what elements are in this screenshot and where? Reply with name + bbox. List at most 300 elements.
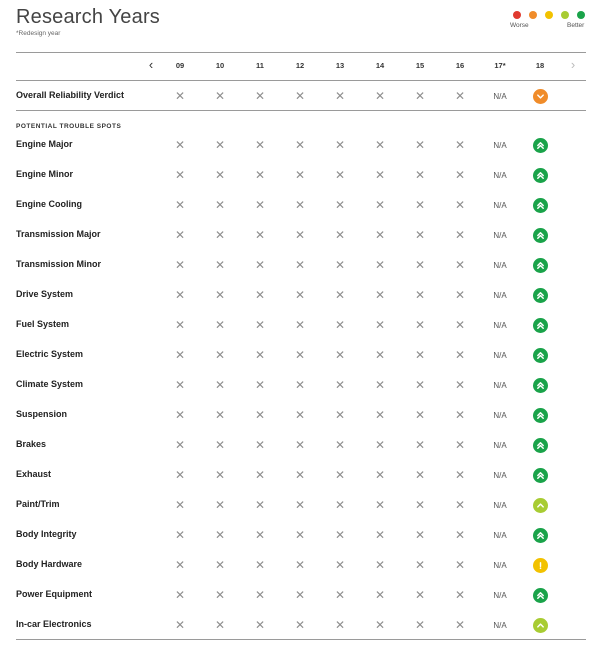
- year-header-14: 14: [375, 61, 385, 70]
- no-data-x-icon: ✕: [174, 588, 186, 602]
- no-data-cell: [205, 463, 235, 487]
- no-data-x-icon: ✕: [254, 258, 266, 272]
- no-data-cell: [205, 523, 235, 547]
- not-available-cell: [485, 493, 515, 517]
- no-data-x-icon: ✕: [254, 89, 266, 103]
- no-data-x-icon: ✕: [214, 138, 226, 152]
- no-data-x-icon: ✕: [174, 348, 186, 362]
- no-data-x-icon: ✕: [254, 288, 266, 302]
- redesign-footnote: *Redesign year: [16, 30, 61, 37]
- no-data-x-icon: ✕: [174, 498, 186, 512]
- no-data-cell: [285, 283, 315, 307]
- no-data-x-icon: ✕: [214, 288, 226, 302]
- no-data-x-icon: ✕: [414, 468, 426, 482]
- row-label: Body Integrity: [16, 529, 77, 539]
- no-data-x-icon: ✕: [214, 318, 226, 332]
- no-data-cell: [325, 493, 355, 517]
- no-data-cell: [205, 193, 235, 217]
- no-data-x-icon: ✕: [414, 558, 426, 572]
- no-data-x-icon: ✕: [174, 89, 186, 103]
- no-data-cell: [285, 463, 315, 487]
- no-data-cell: [325, 433, 355, 457]
- rating-cell: [525, 523, 555, 547]
- no-data-x-icon: ✕: [294, 558, 306, 572]
- chevron-left-icon[interactable]: ‹: [148, 57, 154, 72]
- legend-dot-worse: [529, 11, 537, 19]
- no-data-cell: [325, 163, 355, 187]
- no-data-x-icon: ✕: [174, 438, 186, 452]
- no-data-cell: [325, 313, 355, 337]
- no-data-cell: [245, 253, 275, 277]
- no-data-cell: [285, 163, 315, 187]
- no-data-cell: [285, 583, 315, 607]
- not-available-text: N/A: [493, 200, 507, 210]
- rating-cell: [525, 84, 555, 108]
- no-data-x-icon: ✕: [454, 258, 466, 272]
- rating-cell: [525, 553, 555, 577]
- no-data-cell: [205, 84, 235, 108]
- no-data-cell: [325, 613, 355, 637]
- no-data-cell: [365, 403, 395, 427]
- no-data-cell: [165, 613, 195, 637]
- no-data-cell: [405, 313, 435, 337]
- no-data-x-icon: ✕: [174, 468, 186, 482]
- no-data-x-icon: ✕: [414, 498, 426, 512]
- trouble-spot-row-transmission-minor: [16, 250, 586, 280]
- no-data-cell: [165, 283, 195, 307]
- no-data-x-icon: ✕: [294, 138, 306, 152]
- trouble-spots-heading: POTENTIAL TROUBLE SPOTS: [16, 123, 122, 130]
- no-data-cell: [165, 433, 195, 457]
- no-data-cell: [365, 493, 395, 517]
- no-data-cell: [405, 463, 435, 487]
- no-data-cell: [205, 433, 235, 457]
- rating-cell: [525, 583, 555, 607]
- no-data-x-icon: ✕: [334, 198, 346, 212]
- no-data-x-icon: ✕: [174, 618, 186, 632]
- no-data-x-icon: ✕: [214, 528, 226, 542]
- no-data-cell: [165, 253, 195, 277]
- no-data-x-icon: ✕: [454, 138, 466, 152]
- no-data-cell: [165, 493, 195, 517]
- no-data-x-icon: ✕: [214, 498, 226, 512]
- no-data-cell: [325, 223, 355, 247]
- no-data-x-icon: ✕: [214, 588, 226, 602]
- no-data-cell: [285, 373, 315, 397]
- no-data-cell: [365, 553, 395, 577]
- no-data-cell: [365, 283, 395, 307]
- not-available-text: N/A: [493, 170, 507, 180]
- not-available-cell: [485, 463, 515, 487]
- no-data-x-icon: ✕: [334, 498, 346, 512]
- no-data-cell: [205, 553, 235, 577]
- no-data-cell: [405, 343, 435, 367]
- row-label: Engine Minor: [16, 169, 73, 179]
- rating-much-better-icon[interactable]: [533, 318, 548, 333]
- no-data-x-icon: ✕: [374, 378, 386, 392]
- no-data-cell: [245, 583, 275, 607]
- no-data-x-icon: ✕: [334, 618, 346, 632]
- year-header: [16, 54, 586, 78]
- no-data-cell: [245, 613, 275, 637]
- trouble-spot-row-power-equipment: [16, 580, 586, 610]
- rating-cell: [525, 163, 555, 187]
- no-data-cell: [285, 84, 315, 108]
- no-data-x-icon: ✕: [374, 318, 386, 332]
- no-data-cell: [165, 163, 195, 187]
- no-data-x-icon: ✕: [214, 228, 226, 242]
- not-available-text: N/A: [493, 320, 507, 330]
- no-data-x-icon: ✕: [454, 438, 466, 452]
- no-data-x-icon: ✕: [174, 138, 186, 152]
- rating-much-better-icon[interactable]: [533, 288, 548, 303]
- year-header-13: 13: [335, 61, 345, 70]
- not-available-cell: [485, 343, 515, 367]
- no-data-cell: [445, 553, 475, 577]
- rating-much-better-icon[interactable]: [533, 438, 548, 453]
- not-available-text: N/A: [493, 380, 507, 390]
- no-data-x-icon: ✕: [214, 348, 226, 362]
- no-data-cell: [205, 373, 235, 397]
- rating-better-icon[interactable]: [533, 498, 548, 513]
- row-label: Engine Major: [16, 139, 73, 149]
- not-available-cell: [485, 223, 515, 247]
- no-data-cell: [205, 133, 235, 157]
- row-label: Transmission Minor: [16, 259, 102, 269]
- no-data-x-icon: ✕: [374, 168, 386, 182]
- row-label: Overall Reliability Verdict: [16, 90, 125, 100]
- no-data-x-icon: ✕: [254, 318, 266, 332]
- no-data-x-icon: ✕: [374, 558, 386, 572]
- no-data-cell: [405, 373, 435, 397]
- no-data-x-icon: ✕: [454, 228, 466, 242]
- rating-much-better-icon[interactable]: [533, 378, 548, 393]
- row-label: Brakes: [16, 439, 47, 449]
- no-data-cell: [285, 253, 315, 277]
- no-data-x-icon: ✕: [414, 408, 426, 422]
- no-data-cell: [405, 163, 435, 187]
- no-data-cell: [245, 313, 275, 337]
- no-data-x-icon: ✕: [374, 288, 386, 302]
- row-label: Drive System: [16, 289, 74, 299]
- not-available-cell: [485, 613, 515, 637]
- rating-much-better-icon[interactable]: [533, 168, 548, 183]
- no-data-x-icon: ✕: [254, 528, 266, 542]
- no-data-cell: [405, 523, 435, 547]
- no-data-cell: [445, 133, 475, 157]
- no-data-cell: [445, 223, 475, 247]
- no-data-x-icon: ✕: [294, 348, 306, 362]
- rating-much-better-icon[interactable]: [533, 348, 548, 363]
- no-data-x-icon: ✕: [454, 288, 466, 302]
- no-data-cell: [245, 493, 275, 517]
- row-label: Exhaust: [16, 469, 52, 479]
- no-data-cell: [165, 553, 195, 577]
- no-data-x-icon: ✕: [254, 588, 266, 602]
- no-data-cell: [285, 313, 315, 337]
- no-data-cell: [285, 403, 315, 427]
- no-data-cell: [165, 343, 195, 367]
- no-data-x-icon: ✕: [454, 348, 466, 362]
- year-header-15: 15: [415, 61, 425, 70]
- no-data-x-icon: ✕: [214, 468, 226, 482]
- not-available-text: N/A: [493, 470, 507, 480]
- no-data-cell: [365, 193, 395, 217]
- rating-cell: [525, 433, 555, 457]
- no-data-x-icon: ✕: [374, 89, 386, 103]
- page-title: Research Years: [16, 6, 161, 28]
- no-data-x-icon: ✕: [214, 89, 226, 103]
- trouble-spot-row-brakes: [16, 430, 586, 460]
- no-data-cell: [285, 523, 315, 547]
- no-data-x-icon: ✕: [254, 168, 266, 182]
- no-data-cell: [445, 343, 475, 367]
- row-label: In-car Electronics: [16, 619, 92, 629]
- no-data-cell: [245, 403, 275, 427]
- rating-much-better-icon[interactable]: [533, 198, 548, 213]
- no-data-x-icon: ✕: [334, 468, 346, 482]
- no-data-x-icon: ✕: [374, 228, 386, 242]
- no-data-cell: [445, 313, 475, 337]
- rating-much-better-icon[interactable]: [533, 258, 548, 273]
- no-data-cell: [405, 84, 435, 108]
- no-data-x-icon: ✕: [174, 528, 186, 542]
- legend-dot-much-better: [577, 11, 585, 19]
- no-data-cell: [285, 553, 315, 577]
- no-data-x-icon: ✕: [414, 258, 426, 272]
- no-data-cell: [405, 253, 435, 277]
- row-label: Climate System: [16, 379, 84, 389]
- no-data-x-icon: ✕: [374, 618, 386, 632]
- not-available-cell: [485, 523, 515, 547]
- trouble-spot-row-engine-minor: [16, 160, 586, 190]
- no-data-cell: [405, 553, 435, 577]
- no-data-x-icon: ✕: [174, 408, 186, 422]
- no-data-x-icon: ✕: [454, 618, 466, 632]
- no-data-cell: [205, 163, 235, 187]
- row-label: Suspension: [16, 409, 68, 419]
- no-data-x-icon: ✕: [294, 318, 306, 332]
- no-data-x-icon: ✕: [294, 438, 306, 452]
- no-data-x-icon: ✕: [254, 228, 266, 242]
- no-data-x-icon: ✕: [294, 258, 306, 272]
- rating-average-icon[interactable]: [533, 558, 548, 573]
- legend-worse-label: Worse: [510, 22, 529, 29]
- not-available-text: N/A: [493, 500, 507, 510]
- rating-cell: [525, 223, 555, 247]
- rating-much-better-icon[interactable]: [533, 588, 548, 603]
- no-data-cell: [325, 403, 355, 427]
- no-data-x-icon: ✕: [334, 138, 346, 152]
- no-data-cell: [445, 583, 475, 607]
- no-data-cell: [205, 253, 235, 277]
- no-data-cell: [205, 493, 235, 517]
- no-data-x-icon: ✕: [294, 408, 306, 422]
- no-data-cell: [365, 84, 395, 108]
- no-data-x-icon: ✕: [214, 168, 226, 182]
- trouble-spot-row-suspension: [16, 400, 586, 430]
- no-data-cell: [245, 373, 275, 397]
- no-data-x-icon: ✕: [454, 408, 466, 422]
- no-data-cell: [325, 253, 355, 277]
- no-data-cell: [445, 613, 475, 637]
- no-data-x-icon: ✕: [174, 258, 186, 272]
- no-data-x-icon: ✕: [414, 378, 426, 392]
- no-data-x-icon: ✕: [454, 168, 466, 182]
- no-data-x-icon: ✕: [454, 378, 466, 392]
- no-data-cell: [365, 313, 395, 337]
- not-available-text: N/A: [493, 260, 507, 270]
- no-data-cell: [445, 493, 475, 517]
- no-data-cell: [285, 343, 315, 367]
- no-data-cell: [165, 373, 195, 397]
- no-data-x-icon: ✕: [294, 468, 306, 482]
- no-data-x-icon: ✕: [294, 618, 306, 632]
- no-data-x-icon: ✕: [414, 348, 426, 362]
- no-data-x-icon: ✕: [374, 348, 386, 362]
- not-available-cell: [485, 583, 515, 607]
- no-data-x-icon: ✕: [414, 528, 426, 542]
- no-data-cell: [325, 523, 355, 547]
- no-data-x-icon: ✕: [294, 498, 306, 512]
- no-data-cell: [285, 493, 315, 517]
- rating-cell: [525, 313, 555, 337]
- no-data-x-icon: ✕: [254, 618, 266, 632]
- no-data-x-icon: ✕: [254, 198, 266, 212]
- rating-much-better-icon[interactable]: [533, 138, 548, 153]
- rating-better-icon[interactable]: [533, 618, 548, 633]
- rating-cell: [525, 133, 555, 157]
- no-data-x-icon: ✕: [174, 378, 186, 392]
- no-data-cell: [325, 553, 355, 577]
- no-data-x-icon: ✕: [374, 138, 386, 152]
- chevron-right-icon[interactable]: ›: [570, 57, 576, 72]
- rating-cell: [525, 343, 555, 367]
- no-data-cell: [325, 343, 355, 367]
- no-data-x-icon: ✕: [214, 438, 226, 452]
- no-data-cell: [205, 343, 235, 367]
- no-data-x-icon: ✕: [454, 468, 466, 482]
- row-label: Power Equipment: [16, 589, 93, 599]
- rating-much-better-icon[interactable]: [533, 408, 548, 423]
- no-data-cell: [245, 163, 275, 187]
- no-data-cell: [205, 403, 235, 427]
- no-data-x-icon: ✕: [334, 258, 346, 272]
- no-data-cell: [365, 223, 395, 247]
- no-data-x-icon: ✕: [374, 588, 386, 602]
- legend-better-label: Better: [567, 22, 585, 29]
- no-data-cell: [365, 583, 395, 607]
- no-data-x-icon: ✕: [174, 288, 186, 302]
- legend-dot-average: [545, 11, 553, 19]
- overall-divider: [16, 110, 586, 111]
- not-available-text: N/A: [493, 410, 507, 420]
- no-data-cell: [165, 84, 195, 108]
- no-data-cell: [405, 613, 435, 637]
- no-data-cell: [325, 133, 355, 157]
- no-data-x-icon: ✕: [374, 198, 386, 212]
- no-data-cell: [365, 463, 395, 487]
- no-data-x-icon: ✕: [454, 89, 466, 103]
- rating-cell: [525, 373, 555, 397]
- year-header-17-redesign: 17*: [494, 61, 506, 70]
- no-data-x-icon: ✕: [254, 498, 266, 512]
- no-data-cell: [245, 283, 275, 307]
- not-available-text: N/A: [493, 590, 507, 600]
- trouble-spot-row-electric-system: [16, 340, 586, 370]
- not-available-cell: [485, 84, 515, 108]
- no-data-cell: [285, 133, 315, 157]
- no-data-cell: [245, 133, 275, 157]
- no-data-x-icon: ✕: [334, 528, 346, 542]
- no-data-x-icon: ✕: [334, 378, 346, 392]
- no-data-x-icon: ✕: [454, 588, 466, 602]
- no-data-cell: [365, 253, 395, 277]
- no-data-x-icon: ✕: [414, 168, 426, 182]
- no-data-x-icon: ✕: [254, 408, 266, 422]
- no-data-x-icon: ✕: [174, 228, 186, 242]
- no-data-x-icon: ✕: [294, 528, 306, 542]
- rating-much-better-icon[interactable]: [533, 228, 548, 243]
- rating-much-better-icon[interactable]: [533, 468, 548, 483]
- no-data-x-icon: ✕: [174, 198, 186, 212]
- trouble-spot-row-drive-system: [16, 280, 586, 310]
- no-data-x-icon: ✕: [174, 558, 186, 572]
- not-available-cell: [485, 253, 515, 277]
- no-data-x-icon: ✕: [254, 468, 266, 482]
- no-data-cell: [245, 223, 275, 247]
- no-data-x-icon: ✕: [214, 378, 226, 392]
- no-data-cell: [285, 223, 315, 247]
- no-data-cell: [365, 613, 395, 637]
- year-header-10: 10: [215, 61, 225, 70]
- no-data-cell: [245, 193, 275, 217]
- no-data-cell: [165, 133, 195, 157]
- not-available-text: N/A: [493, 530, 507, 540]
- legend-dot-much-worse: [513, 11, 521, 19]
- no-data-cell: [205, 313, 235, 337]
- no-data-x-icon: ✕: [294, 89, 306, 103]
- no-data-x-icon: ✕: [294, 198, 306, 212]
- rating-cell: [525, 403, 555, 427]
- no-data-cell: [205, 223, 235, 247]
- rating-worse-icon[interactable]: [533, 89, 548, 104]
- no-data-cell: [205, 583, 235, 607]
- not-available-text: N/A: [493, 91, 507, 101]
- rating-much-better-icon[interactable]: [533, 528, 548, 543]
- no-data-x-icon: ✕: [374, 498, 386, 512]
- no-data-cell: [285, 433, 315, 457]
- no-data-cell: [325, 193, 355, 217]
- no-data-x-icon: ✕: [414, 318, 426, 332]
- trouble-spot-row-body-integrity: [16, 520, 586, 550]
- no-data-x-icon: ✕: [414, 618, 426, 632]
- no-data-cell: [445, 463, 475, 487]
- trouble-spot-row-engine-cooling: [16, 190, 586, 220]
- not-available-cell: [485, 433, 515, 457]
- no-data-cell: [285, 613, 315, 637]
- not-available-cell: [485, 553, 515, 577]
- no-data-cell: [165, 523, 195, 547]
- no-data-cell: [365, 373, 395, 397]
- row-label: Electric System: [16, 349, 84, 359]
- no-data-cell: [445, 193, 475, 217]
- no-data-cell: [325, 84, 355, 108]
- no-data-cell: [405, 433, 435, 457]
- no-data-x-icon: ✕: [334, 318, 346, 332]
- year-header-12: 12: [295, 61, 305, 70]
- no-data-x-icon: ✕: [454, 198, 466, 212]
